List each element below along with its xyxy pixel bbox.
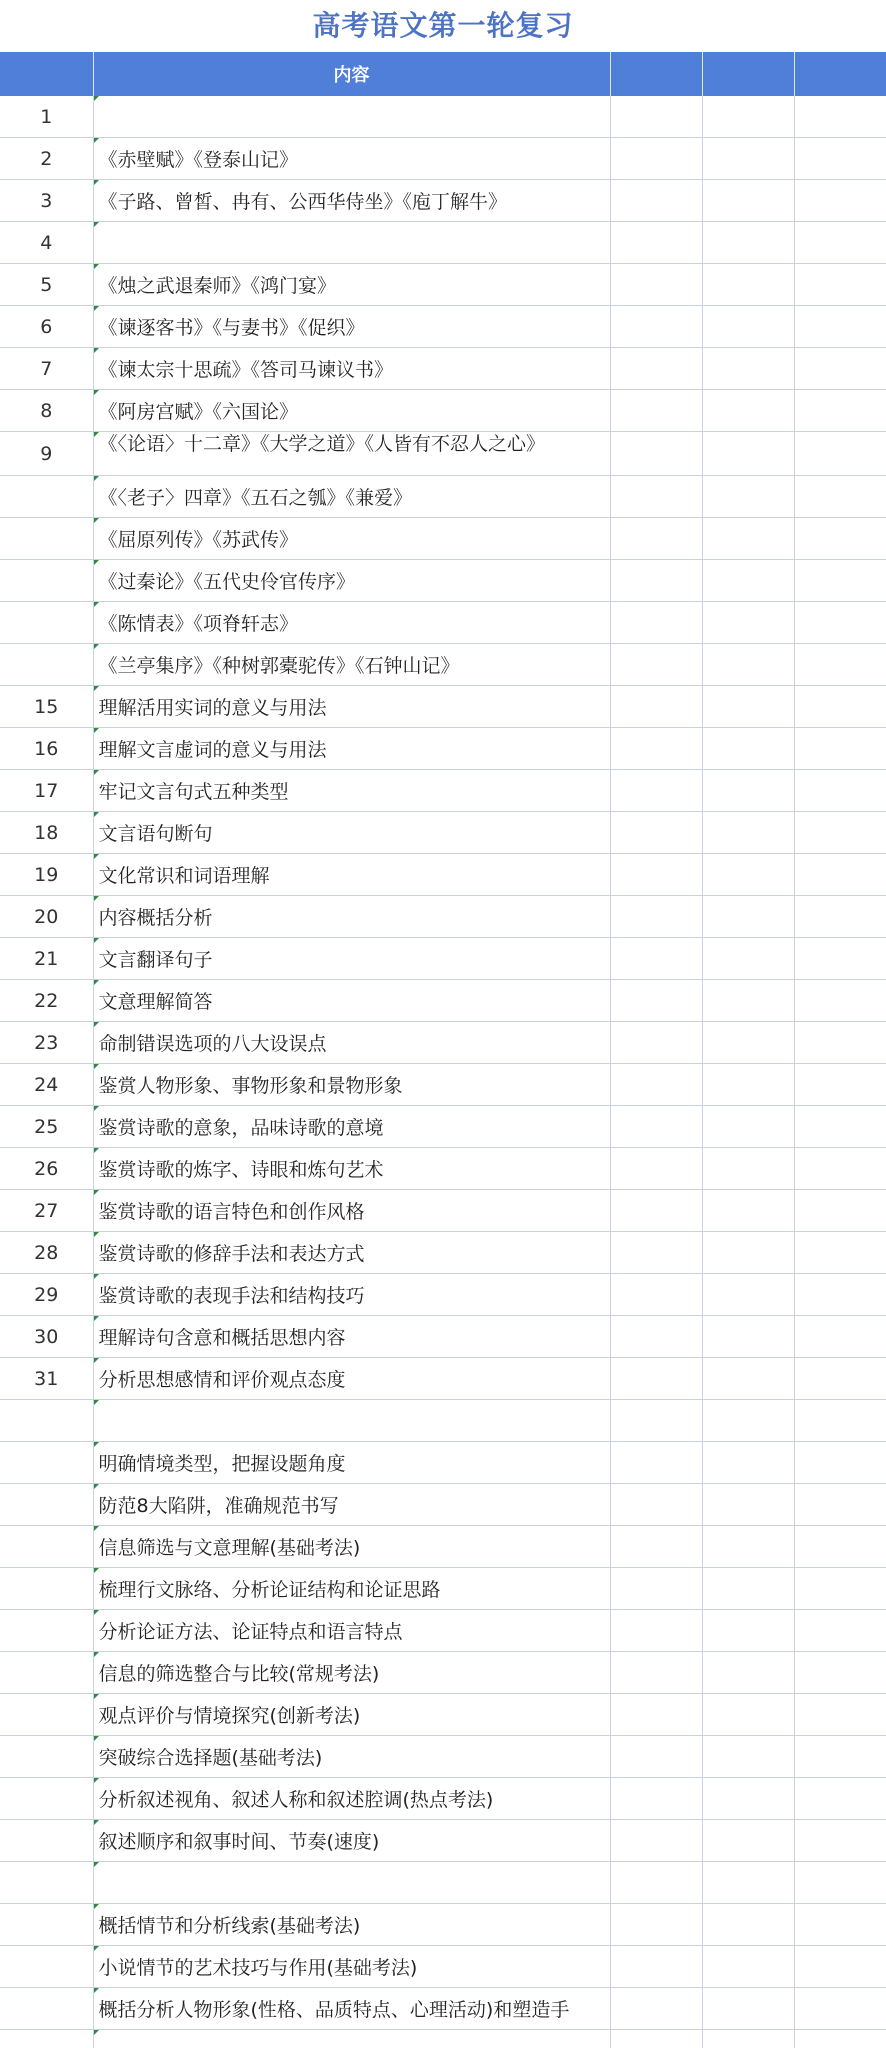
- row-extra-cell-2: [702, 686, 794, 728]
- row-number: 20: [0, 896, 93, 938]
- row-number: 24: [0, 1064, 93, 1106]
- row-content: 文言语句断句: [93, 812, 610, 854]
- row-content: 《〈论语〉十二章》《大学之道》《人皆有不忍人之心》: [93, 432, 610, 476]
- table-row: [0, 1778, 886, 1820]
- table-row: [0, 2030, 886, 2048]
- table-row: [0, 390, 886, 432]
- row-extra-cell-2: [702, 1400, 794, 1442]
- table-row: [0, 560, 886, 602]
- row-content: 理解文言虚词的意义与用法: [93, 728, 610, 770]
- table-row: [0, 938, 886, 980]
- row-number: [0, 1442, 93, 1484]
- row-extra-cell-1: [610, 264, 702, 306]
- table-row: [0, 1022, 886, 1064]
- row-extra-cell-3: [794, 138, 886, 180]
- row-content: 《谏逐客书》《与妻书》《促织》: [93, 306, 610, 348]
- table-row: [0, 264, 886, 306]
- row-extra-cell-2: [702, 1568, 794, 1610]
- row-extra-cell-1: [610, 1820, 702, 1862]
- table-row: [0, 1316, 886, 1358]
- row-content: 分析思想感情和评价观点态度: [93, 1358, 610, 1400]
- row-extra-cell-2: [702, 1274, 794, 1316]
- row-content: 突破综合选择题(基础考法): [93, 1736, 610, 1778]
- row-number: 31: [0, 1358, 93, 1400]
- table-row: [0, 96, 886, 138]
- row-number: 30: [0, 1316, 93, 1358]
- row-extra-cell-3: [794, 686, 886, 728]
- row-extra-cell-2: [702, 306, 794, 348]
- table-row: [0, 180, 886, 222]
- row-extra-cell-3: [794, 222, 886, 264]
- row-extra-cell-1: [610, 728, 702, 770]
- row-extra-cell-1: [610, 1736, 702, 1778]
- row-extra-cell-3: [794, 1736, 886, 1778]
- row-content: [93, 96, 610, 138]
- row-extra-cell-2: [702, 432, 794, 476]
- row-extra-cell-2: [702, 1904, 794, 1946]
- row-number: 22: [0, 980, 93, 1022]
- table-row: [0, 1736, 886, 1778]
- row-number: 4: [0, 222, 93, 264]
- row-extra-cell-2: [702, 980, 794, 1022]
- table-row: [0, 222, 886, 264]
- row-number: [0, 1778, 93, 1820]
- row-extra-cell-1: [610, 1232, 702, 1274]
- row-extra-cell-1: [610, 644, 702, 686]
- row-extra-cell-2: [702, 348, 794, 390]
- row-extra-cell-3: [794, 1274, 886, 1316]
- row-content: 理解诗句含意和概括思想内容: [93, 1316, 610, 1358]
- table-row: [0, 138, 886, 180]
- row-content: 《陈情表》《项脊轩志》: [93, 602, 610, 644]
- row-extra-cell-3: [794, 896, 886, 938]
- row-extra-cell-1: [610, 1400, 702, 1442]
- row-extra-cell-3: [794, 1442, 886, 1484]
- row-extra-cell-2: [702, 1358, 794, 1400]
- row-content: 《兰亭集序》《种树郭橐驼传》《石钟山记》: [93, 644, 610, 686]
- row-content: 鉴赏人物形象、事物形象和景物形象: [93, 1064, 610, 1106]
- row-number: 23: [0, 1022, 93, 1064]
- table-row: [0, 1106, 886, 1148]
- row-content: 梳理行文脉络、分析论证结构和论证思路: [93, 1568, 610, 1610]
- row-extra-cell-2: [702, 1442, 794, 1484]
- table-row: [0, 306, 886, 348]
- header-extra-3: [794, 52, 886, 96]
- row-extra-cell-1: [610, 1022, 702, 1064]
- row-extra-cell-1: [610, 476, 702, 518]
- row-extra-cell-1: [610, 980, 702, 1022]
- row-extra-cell-2: [702, 644, 794, 686]
- row-extra-cell-3: [794, 1526, 886, 1568]
- row-number: [0, 1610, 93, 1652]
- row-extra-cell-2: [702, 1820, 794, 1862]
- row-extra-cell-1: [610, 2030, 702, 2048]
- row-number: 18: [0, 812, 93, 854]
- row-number: 21: [0, 938, 93, 980]
- row-number: [0, 476, 93, 518]
- row-extra-cell-1: [610, 1190, 702, 1232]
- row-content: 《烛之武退秦师》《鸿门宴》: [93, 264, 610, 306]
- table-row: [0, 728, 886, 770]
- table-row: [0, 1190, 886, 1232]
- table-row: [0, 1988, 886, 2030]
- row-number: 28: [0, 1232, 93, 1274]
- row-extra-cell-3: [794, 96, 886, 138]
- row-extra-cell-2: [702, 1610, 794, 1652]
- row-extra-cell-1: [610, 1526, 702, 1568]
- row-extra-cell-1: [610, 1274, 702, 1316]
- row-extra-cell-3: [794, 1148, 886, 1190]
- row-number: [0, 1820, 93, 1862]
- row-content: 分析论证方法、论证特点和语言特点: [93, 1610, 610, 1652]
- row-extra-cell-2: [702, 1232, 794, 1274]
- row-extra-cell-2: [702, 812, 794, 854]
- row-extra-cell-2: [702, 518, 794, 560]
- row-extra-cell-1: [610, 1484, 702, 1526]
- row-extra-cell-2: [702, 1736, 794, 1778]
- row-extra-cell-3: [794, 432, 886, 476]
- row-extra-cell-3: [794, 1232, 886, 1274]
- row-extra-cell-2: [702, 854, 794, 896]
- row-content: 鉴赏诗歌的修辞手法和表达方式: [93, 1232, 610, 1274]
- row-extra-cell-1: [610, 686, 702, 728]
- row-extra-cell-3: [794, 306, 886, 348]
- row-extra-cell-2: [702, 476, 794, 518]
- row-extra-cell-3: [794, 518, 886, 560]
- table-row: [0, 1946, 886, 1988]
- row-number: 1: [0, 96, 93, 138]
- row-extra-cell-3: [794, 1862, 886, 1904]
- row-content: 鉴赏诗歌的表现手法和结构技巧: [93, 1274, 610, 1316]
- row-extra-cell-1: [610, 602, 702, 644]
- table-row: [0, 1568, 886, 1610]
- row-extra-cell-1: [610, 348, 702, 390]
- row-content: 《〈老子〉四章》《五石之瓠》《兼爱》: [93, 476, 610, 518]
- row-number: 8: [0, 390, 93, 432]
- row-extra-cell-2: [702, 1484, 794, 1526]
- row-extra-cell-1: [610, 1778, 702, 1820]
- row-number: [0, 1526, 93, 1568]
- row-number: 29: [0, 1274, 93, 1316]
- row-number: [0, 560, 93, 602]
- table-row: [0, 1358, 886, 1400]
- row-extra-cell-2: [702, 1694, 794, 1736]
- row-extra-cell-2: [702, 602, 794, 644]
- row-extra-cell-2: [702, 1064, 794, 1106]
- row-extra-cell-3: [794, 1022, 886, 1064]
- table-body: [0, 96, 886, 2048]
- table-row: [0, 1904, 886, 1946]
- row-extra-cell-3: [794, 770, 886, 812]
- row-extra-cell-2: [702, 1526, 794, 1568]
- row-content: 《过秦论》《五代史伶官传序》: [93, 560, 610, 602]
- table-row: [0, 476, 886, 518]
- row-extra-cell-1: [610, 1988, 702, 2030]
- row-extra-cell-3: [794, 264, 886, 306]
- row-extra-cell-1: [610, 1652, 702, 1694]
- row-extra-cell-2: [702, 1190, 794, 1232]
- row-content: 明确情境类型，把握设题角度: [93, 1442, 610, 1484]
- row-extra-cell-3: [794, 1106, 886, 1148]
- table-row: [0, 644, 886, 686]
- row-extra-cell-2: [702, 1106, 794, 1148]
- row-extra-cell-3: [794, 1988, 886, 2030]
- row-number: [0, 1862, 93, 1904]
- table-header-row: [0, 52, 886, 96]
- row-extra-cell-3: [794, 938, 886, 980]
- row-number: [0, 518, 93, 560]
- row-extra-cell-3: [794, 980, 886, 1022]
- row-number: 3: [0, 180, 93, 222]
- row-extra-cell-2: [702, 96, 794, 138]
- row-extra-cell-2: [702, 1988, 794, 2030]
- row-extra-cell-2: [702, 1778, 794, 1820]
- row-extra-cell-3: [794, 2030, 886, 2048]
- row-content: 小说情节的艺术技巧与作用(基础考法): [93, 1946, 610, 1988]
- row-extra-cell-3: [794, 644, 886, 686]
- table-row: [0, 980, 886, 1022]
- row-extra-cell-1: [610, 1316, 702, 1358]
- row-content: 文言翻译句子: [93, 938, 610, 980]
- table-row: [0, 1442, 886, 1484]
- table-row: [0, 1820, 886, 1862]
- table-row: [0, 1148, 886, 1190]
- row-extra-cell-1: [610, 770, 702, 812]
- header-extra-1: [610, 52, 702, 96]
- row-extra-cell-1: [610, 1442, 702, 1484]
- row-extra-cell-3: [794, 180, 886, 222]
- row-number: [0, 1946, 93, 1988]
- row-extra-cell-2: [702, 1148, 794, 1190]
- row-extra-cell-1: [610, 390, 702, 432]
- header-num: [0, 52, 93, 96]
- row-extra-cell-3: [794, 1904, 886, 1946]
- row-content: 《屈原列传》《苏武传》: [93, 518, 610, 560]
- row-extra-cell-1: [610, 560, 702, 602]
- table-row: [0, 1064, 886, 1106]
- row-extra-cell-2: [702, 770, 794, 812]
- row-content: 概括分析人物形象(性格、品质特点、心理活动)和塑造手: [93, 1988, 610, 2030]
- row-extra-cell-1: [610, 432, 702, 476]
- row-number: 15: [0, 686, 93, 728]
- row-extra-cell-2: [702, 560, 794, 602]
- row-content: [93, 2030, 610, 2048]
- row-extra-cell-2: [702, 1652, 794, 1694]
- table-row: [0, 518, 886, 560]
- row-extra-cell-1: [610, 306, 702, 348]
- row-content: 信息筛选与文意理解(基础考法): [93, 1526, 610, 1568]
- row-content: [93, 1400, 610, 1442]
- row-extra-cell-3: [794, 390, 886, 432]
- row-extra-cell-3: [794, 560, 886, 602]
- row-number: [0, 1400, 93, 1442]
- row-extra-cell-3: [794, 476, 886, 518]
- row-number: [0, 1736, 93, 1778]
- row-extra-cell-2: [702, 222, 794, 264]
- row-extra-cell-3: [794, 1778, 886, 1820]
- row-number: [0, 1484, 93, 1526]
- table-row: [0, 602, 886, 644]
- row-content: 文化常识和词语理解: [93, 854, 610, 896]
- row-extra-cell-3: [794, 1358, 886, 1400]
- row-content: 理解活用实词的意义与用法: [93, 686, 610, 728]
- row-extra-cell-1: [610, 1904, 702, 1946]
- header-extra-2: [702, 52, 794, 96]
- row-content: 《赤壁赋》《登泰山记》: [93, 138, 610, 180]
- row-extra-cell-1: [610, 96, 702, 138]
- row-content: 《子路、曾皙、冉有、公西华侍坐》《庖丁解牛》: [93, 180, 610, 222]
- row-extra-cell-3: [794, 1652, 886, 1694]
- row-extra-cell-1: [610, 1148, 702, 1190]
- row-extra-cell-3: [794, 1484, 886, 1526]
- row-extra-cell-3: [794, 1610, 886, 1652]
- row-extra-cell-1: [610, 854, 702, 896]
- row-content: 文意理解简答: [93, 980, 610, 1022]
- row-extra-cell-2: [702, 180, 794, 222]
- row-extra-cell-3: [794, 1694, 886, 1736]
- row-extra-cell-1: [610, 812, 702, 854]
- row-content: [93, 222, 610, 264]
- table-row: [0, 896, 886, 938]
- row-number: 7: [0, 348, 93, 390]
- row-extra-cell-1: [610, 1358, 702, 1400]
- row-extra-cell-1: [610, 938, 702, 980]
- row-content: 鉴赏诗歌的语言特色和创作风格: [93, 1190, 610, 1232]
- row-extra-cell-1: [610, 1694, 702, 1736]
- row-extra-cell-2: [702, 1316, 794, 1358]
- row-content: 鉴赏诗歌的炼字、诗眼和炼句艺术: [93, 1148, 610, 1190]
- row-number: [0, 644, 93, 686]
- row-extra-cell-2: [702, 1862, 794, 1904]
- row-content: 《谏太宗十思疏》《答司马谏议书》: [93, 348, 610, 390]
- row-content: 命制错误选项的八大设误点: [93, 1022, 610, 1064]
- table-row: [0, 348, 886, 390]
- row-number: 19: [0, 854, 93, 896]
- row-extra-cell-2: [702, 138, 794, 180]
- row-extra-cell-1: [610, 138, 702, 180]
- row-extra-cell-1: [610, 222, 702, 264]
- row-number: 9: [0, 432, 93, 476]
- row-extra-cell-3: [794, 348, 886, 390]
- table-row: [0, 770, 886, 812]
- row-extra-cell-1: [610, 1106, 702, 1148]
- row-extra-cell-3: [794, 1568, 886, 1610]
- row-content: [93, 1862, 610, 1904]
- row-content: 叙述顺序和叙事时间、节奏(速度): [93, 1820, 610, 1862]
- row-extra-cell-1: [610, 1946, 702, 1988]
- table-row: [0, 1652, 886, 1694]
- row-content: 内容概括分析: [93, 896, 610, 938]
- row-number: [0, 1694, 93, 1736]
- row-extra-cell-1: [610, 1064, 702, 1106]
- table-row: [0, 1862, 886, 1904]
- page-title: 高考语文第一轮复习: [312, 9, 574, 42]
- row-extra-cell-2: [702, 1946, 794, 1988]
- row-extra-cell-2: [702, 728, 794, 770]
- table-row: [0, 1274, 886, 1316]
- row-extra-cell-3: [794, 1946, 886, 1988]
- row-number: 2: [0, 138, 93, 180]
- review-table: [0, 52, 886, 2048]
- row-extra-cell-2: [702, 2030, 794, 2048]
- row-number: [0, 1988, 93, 2030]
- table-row: [0, 812, 886, 854]
- table-row: [0, 686, 886, 728]
- row-number: [0, 602, 93, 644]
- row-number: [0, 2030, 93, 2048]
- row-content: 牢记文言句式五种类型: [93, 770, 610, 812]
- row-extra-cell-3: [794, 1064, 886, 1106]
- row-content: 防范8大陷阱，准确规范书写: [93, 1484, 610, 1526]
- row-number: [0, 1904, 93, 1946]
- row-content: 分析叙述视角、叙述人称和叙述腔调(热点考法): [93, 1778, 610, 1820]
- row-content: 信息的筛选整合与比较(常规考法): [93, 1652, 610, 1694]
- row-extra-cell-3: [794, 812, 886, 854]
- table-row: [0, 1232, 886, 1274]
- row-extra-cell-3: [794, 728, 886, 770]
- row-number: 26: [0, 1148, 93, 1190]
- row-number: [0, 1652, 93, 1694]
- row-extra-cell-2: [702, 390, 794, 432]
- row-extra-cell-3: [794, 1190, 886, 1232]
- table-row: [0, 1526, 886, 1568]
- row-extra-cell-2: [702, 896, 794, 938]
- table-row: [0, 854, 886, 896]
- row-extra-cell-1: [610, 1862, 702, 1904]
- row-content: 《阿房宫赋》《六国论》: [93, 390, 610, 432]
- row-number: 27: [0, 1190, 93, 1232]
- header-content: 内容: [93, 52, 610, 96]
- row-content: 鉴赏诗歌的意象，品味诗歌的意境: [93, 1106, 610, 1148]
- table-row: [0, 1610, 886, 1652]
- table-row: [0, 1694, 886, 1736]
- table-row: [0, 1400, 886, 1442]
- row-extra-cell-1: [610, 1568, 702, 1610]
- row-number: 6: [0, 306, 93, 348]
- row-extra-cell-1: [610, 896, 702, 938]
- row-extra-cell-3: [794, 1316, 886, 1358]
- row-extra-cell-3: [794, 1400, 886, 1442]
- row-extra-cell-3: [794, 602, 886, 644]
- row-number: 17: [0, 770, 93, 812]
- row-extra-cell-3: [794, 1820, 886, 1862]
- row-extra-cell-1: [610, 1610, 702, 1652]
- row-extra-cell-2: [702, 938, 794, 980]
- row-number: 25: [0, 1106, 93, 1148]
- row-number: 5: [0, 264, 93, 306]
- table-row: [0, 432, 886, 476]
- row-extra-cell-2: [702, 1022, 794, 1064]
- row-extra-cell-1: [610, 180, 702, 222]
- row-number: [0, 1568, 93, 1610]
- row-number: 16: [0, 728, 93, 770]
- table-row: [0, 1484, 886, 1526]
- row-content: 概括情节和分析线索(基础考法): [93, 1904, 610, 1946]
- row-content: 观点评价与情境探究(创新考法): [93, 1694, 610, 1736]
- row-extra-cell-3: [794, 854, 886, 896]
- row-extra-cell-1: [610, 518, 702, 560]
- row-extra-cell-2: [702, 264, 794, 306]
